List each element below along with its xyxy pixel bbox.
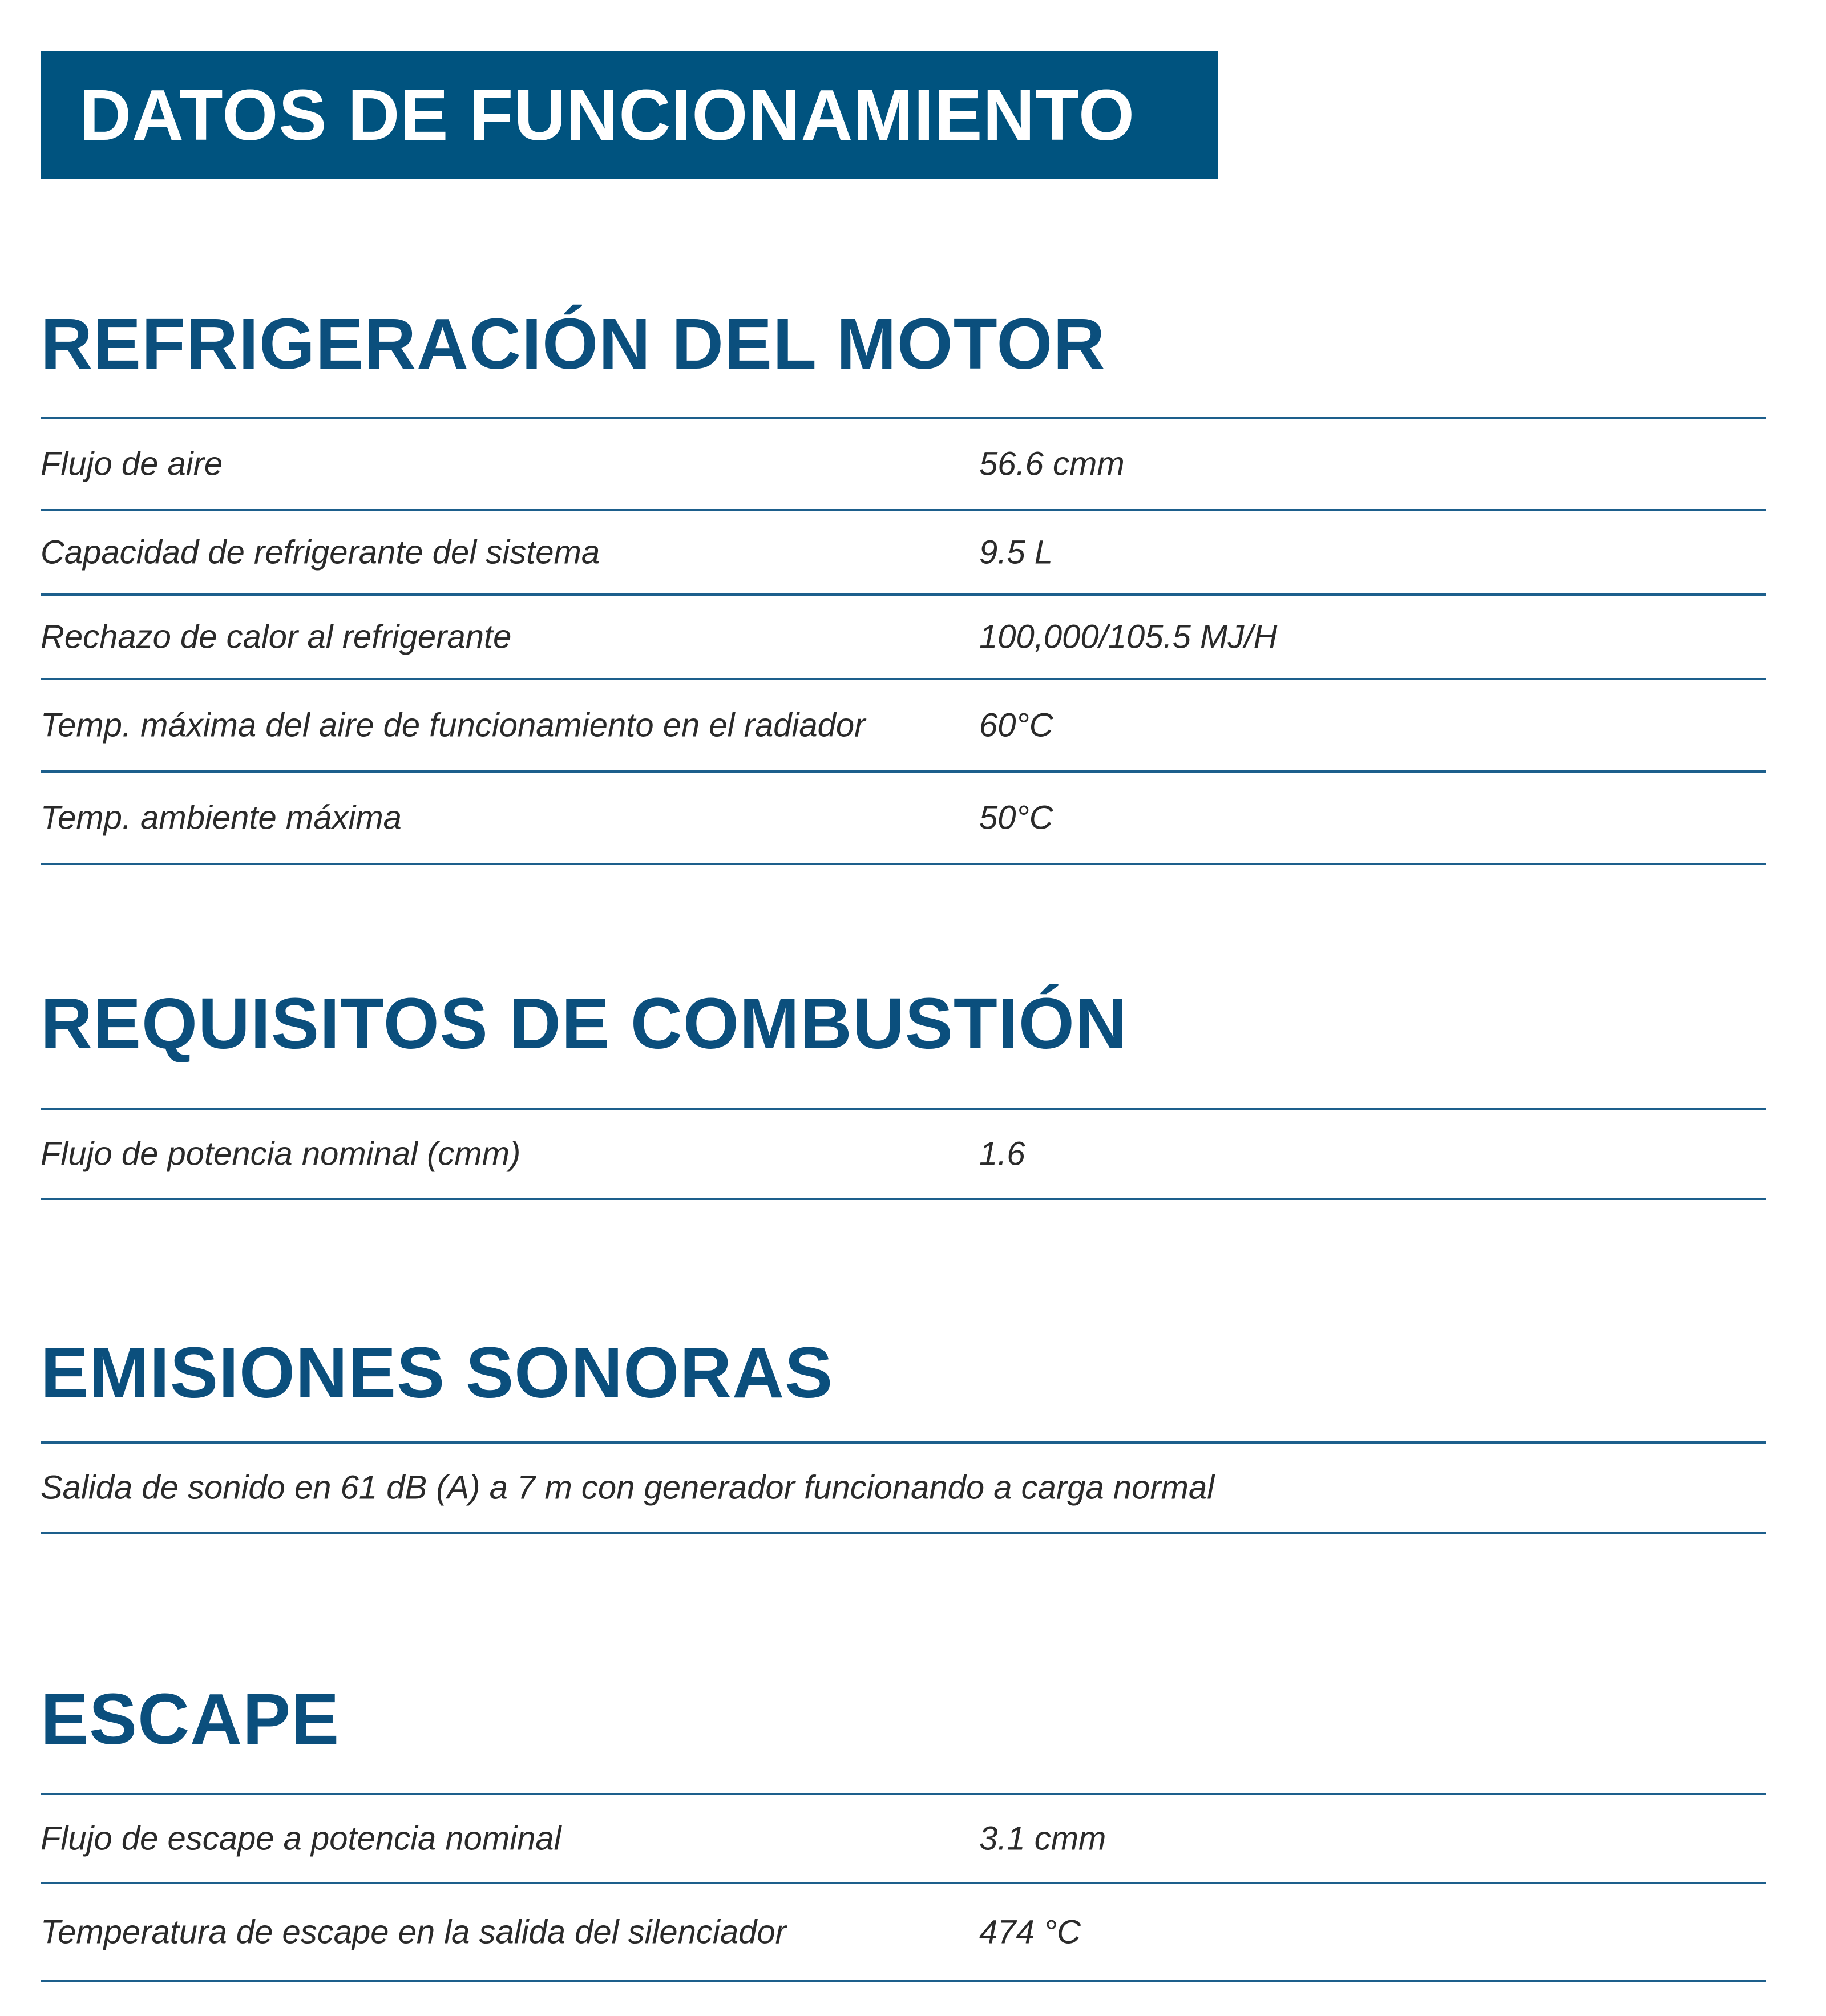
spec-label: Temperatura de escape en la salida del silenciador <box>41 1913 786 1951</box>
spec-label: Flujo de potencia nominal (cmm) <box>41 1135 521 1173</box>
spec-value: 56.6 cmm <box>979 445 1125 483</box>
spec-value: 9.5 L <box>979 534 1053 571</box>
spec-value: 3.1 cmm <box>979 1820 1106 1857</box>
spec-label: Rechazo de calor al refrigerante <box>41 618 512 656</box>
spec-label: Flujo de escape a potencia nominal <box>41 1820 561 1857</box>
spec-value: 60°C <box>979 706 1053 744</box>
spec-row <box>41 596 1766 680</box>
spec-label: Temp. máxima del aire de funcionamiento en el radiador <box>41 706 866 744</box>
spec-value: 100,000/105.5 MJ/H <box>979 618 1278 656</box>
spec-row <box>41 1884 1766 1982</box>
spec-value: 1.6 <box>979 1135 1025 1173</box>
spec-row <box>41 511 1766 596</box>
spec-value: 474 °C <box>979 1913 1081 1951</box>
spec-table <box>41 1108 1766 1200</box>
section-title: EMISIONES SONORAS <box>41 1332 834 1413</box>
page-banner <box>41 51 1218 179</box>
section-title: REFRIGERACIÓN DEL MOTOR <box>41 304 1106 384</box>
spec-label: Salida de sonido en 61 dB (A) a 7 m con generador funcionando a carga normal <box>41 1469 1215 1506</box>
spec-table <box>41 1441 1766 1534</box>
spec-table <box>41 1793 1766 1982</box>
spec-row <box>41 1444 1766 1534</box>
spec-label: Flujo de aire <box>41 445 223 483</box>
banner-title: DATOS DE FUNCIONAMIENTO <box>79 75 1136 155</box>
spec-row <box>41 680 1766 773</box>
spec-value: 50°C <box>979 799 1053 837</box>
spec-label: Capacidad de refrigerante del sistema <box>41 534 600 571</box>
spec-row <box>41 773 1766 865</box>
spec-row <box>41 1110 1766 1200</box>
spec-label: Temp. ambiente máxima <box>41 799 402 837</box>
spec-table <box>41 417 1766 865</box>
spec-row <box>41 1795 1766 1884</box>
spec-row <box>41 419 1766 511</box>
section-title: ESCAPE <box>41 1679 340 1759</box>
section-title: REQUISITOS DE COMBUSTIÓN <box>41 983 1128 1064</box>
